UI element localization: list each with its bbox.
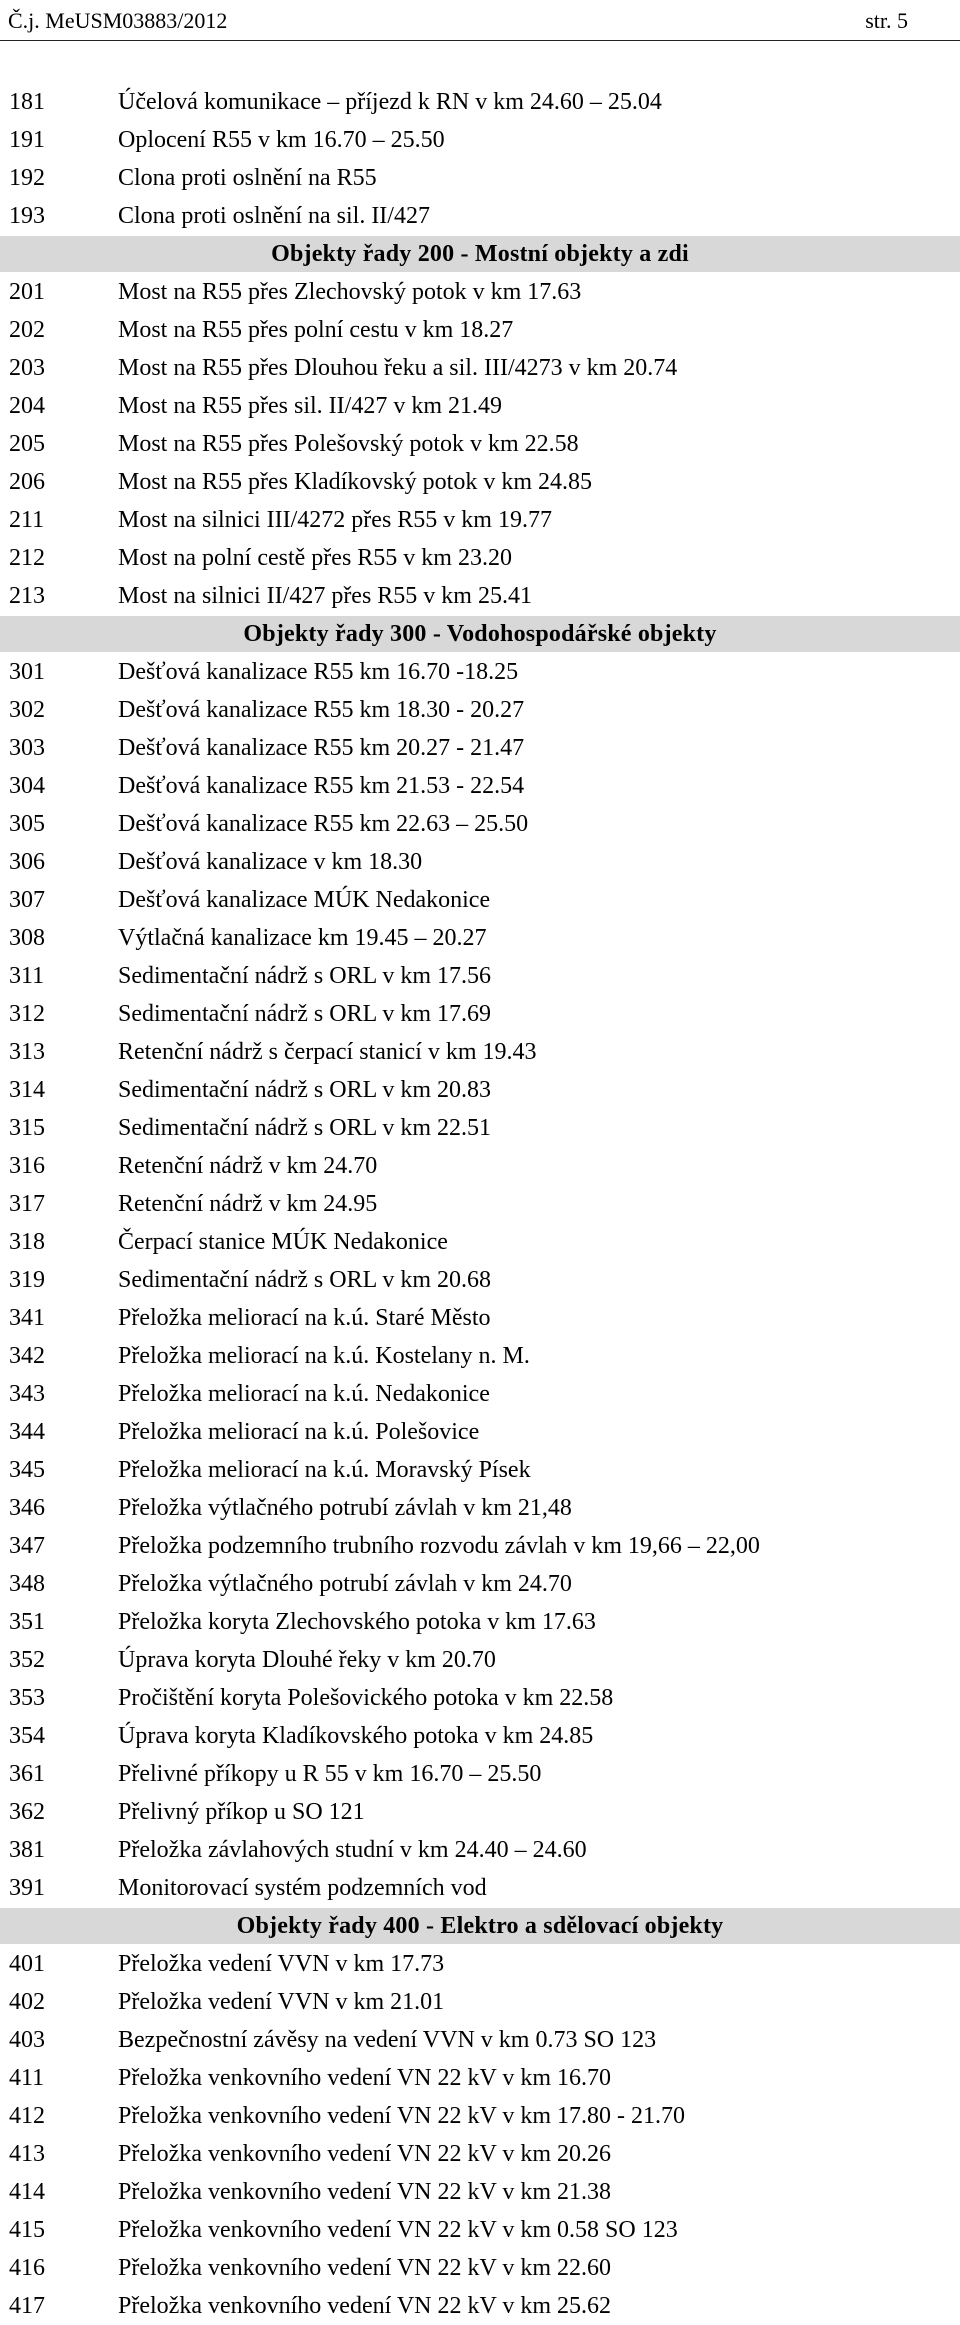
object-code: 351	[9, 1609, 45, 1635]
list-item	[0, 881, 960, 919]
object-name: Úprava koryta Dlouhé řeky v km 20.70	[118, 1647, 496, 1673]
list-item	[0, 1185, 960, 1223]
object-name: Dešťová kanalizace v km 18.30	[118, 849, 423, 875]
list-item	[0, 1641, 960, 1679]
object-code: 362	[9, 1799, 45, 1825]
object-name: Účelová komunikace – příjezd k RN v km 24.60 – 25.04	[118, 89, 662, 115]
list-item	[0, 1261, 960, 1299]
list-item	[0, 311, 960, 349]
object-code: 361	[9, 1761, 45, 1787]
page-header	[8, 2, 952, 40]
object-name: Přeložka venkovního vedení VN 22 kV v km 16.70	[118, 2065, 612, 2091]
object-name: Přeložka venkovního vedení VN 22 kV v km 22.60	[118, 2255, 612, 2281]
list-item	[0, 2173, 960, 2211]
object-name: Retenční nádrž v km 24.70	[118, 1153, 378, 1179]
list-item	[0, 1071, 960, 1109]
object-code: 381	[9, 1837, 45, 1863]
object-name: Přeložka venkovního vedení VN 22 kV v km 20.26	[118, 2141, 612, 2167]
object-code: 203	[9, 355, 45, 381]
document-reference: Č.j. MeUSM03883/2012	[8, 8, 228, 33]
object-name: Přeložka výtlačného potrubí závlah v km 24.70	[118, 1571, 572, 1597]
object-name: Most na silnici II/427 přes R55 v km 25.41	[118, 583, 532, 609]
list-item	[0, 843, 960, 881]
list-item	[0, 1147, 960, 1185]
object-name: Sedimentační nádrž s ORL v km 20.83	[118, 1077, 492, 1103]
list-item	[0, 691, 960, 729]
object-code: 317	[9, 1191, 45, 1217]
list-item	[0, 1527, 960, 1565]
object-name: Dešťová kanalizace R55 km 21.53 - 22.54	[118, 773, 525, 799]
object-name: Přeložka meliorací na k.ú. Nedakonice	[118, 1381, 490, 1407]
list-item	[0, 121, 960, 159]
object-name: Přeložka podzemního trubního rozvodu závlah v km 19,66 – 22,00	[118, 1533, 760, 1559]
object-name: Most na silnici III/4272 přes R55 v km 19.77	[118, 507, 552, 533]
object-name: Přeložka meliorací na k.ú. Moravský Písek	[118, 1457, 531, 1483]
list-item	[0, 1109, 960, 1147]
object-code: 202	[9, 317, 45, 343]
object-code: 211	[9, 507, 45, 533]
object-name: Přelivné příkopy u R 55 v km 16.70 – 25.50	[118, 1761, 542, 1787]
list-item	[0, 387, 960, 425]
object-code: 308	[9, 925, 45, 951]
object-code: 345	[9, 1457, 45, 1483]
object-code: 342	[9, 1343, 45, 1369]
object-code: 213	[9, 583, 45, 609]
object-name: Clona proti oslnění na sil. II/427	[118, 203, 430, 229]
object-name: Bezpečnostní závěsy na vedení VVN v km 0.73 SO 123	[118, 2027, 657, 2053]
object-name: Monitorovací systém podzemních vod	[118, 1875, 487, 1901]
object-name: Přeložka meliorací na k.ú. Kostelany n. M.	[118, 1343, 530, 1369]
object-name: Most na R55 přes Kladíkovský potok v km 24.85	[118, 469, 592, 495]
section-heading: Objekty řady 400 - Elektro a sdělovací objekty	[0, 1908, 960, 1944]
object-code: 204	[9, 393, 45, 419]
list-item	[0, 1831, 960, 1869]
object-code: 212	[9, 545, 45, 571]
object-code: 319	[9, 1267, 45, 1293]
object-name: Výtlačná kanalizace km 19.45 – 20.27	[118, 925, 487, 951]
object-code: 201	[9, 279, 45, 305]
object-name: Most na R55 přes Dlouhou řeku a sil. III/4273 v km 20.74	[118, 355, 678, 381]
list-item	[0, 1223, 960, 1261]
object-code: 316	[9, 1153, 45, 1179]
page-number: str. 5	[865, 8, 908, 33]
object-code: 415	[9, 2217, 45, 2243]
list-item	[0, 197, 960, 235]
object-name: Přeložka vedení VVN v km 17.73	[118, 1951, 445, 1977]
object-code: 414	[9, 2179, 45, 2205]
object-code: 193	[9, 203, 45, 229]
object-code: 302	[9, 697, 45, 723]
object-code: 313	[9, 1039, 45, 1065]
list-item	[0, 1793, 960, 1831]
object-code: 352	[9, 1647, 45, 1673]
list-item	[0, 1337, 960, 1375]
list-item	[0, 1983, 960, 2021]
object-code: 303	[9, 735, 45, 761]
object-code: 301	[9, 659, 45, 685]
object-name: Sedimentační nádrž s ORL v km 20.68	[118, 1267, 492, 1293]
object-code: 343	[9, 1381, 45, 1407]
list-item	[0, 1945, 960, 1983]
list-item	[0, 1565, 960, 1603]
object-name: Přeložka vedení VVN v km 21.01	[118, 1989, 445, 2015]
list-item	[0, 501, 960, 539]
object-code: 402	[9, 1989, 45, 2015]
list-item	[0, 1869, 960, 1907]
list-item	[0, 957, 960, 995]
object-code: 416	[9, 2255, 45, 2281]
list-item	[0, 919, 960, 957]
object-code: 306	[9, 849, 45, 875]
list-item	[0, 805, 960, 843]
object-name: Clona proti oslnění na R55	[118, 165, 377, 191]
list-item	[0, 729, 960, 767]
object-code: 315	[9, 1115, 45, 1141]
object-name: Sedimentační nádrž s ORL v km 22.51	[118, 1115, 492, 1141]
object-code: 192	[9, 165, 45, 191]
list-item	[0, 1603, 960, 1641]
object-name: Most na R55 přes polní cestu v km 18.27	[118, 317, 514, 343]
list-item	[0, 273, 960, 311]
list-item	[0, 767, 960, 805]
object-code: 341	[9, 1305, 45, 1331]
object-name: Čerpací stanice MÚK Nedakonice	[118, 1229, 448, 1255]
object-name: Dešťová kanalizace MÚK Nedakonice	[118, 887, 491, 913]
object-name: Přeložka závlahových studní v km 24.40 – 24.60	[118, 1837, 587, 1863]
object-name: Pročištění koryta Polešovického potoka v km 22.58	[118, 1685, 614, 1711]
object-code: 181	[9, 89, 45, 115]
object-name: Sedimentační nádrž s ORL v km 17.56	[118, 963, 492, 989]
object-name: Dešťová kanalizace R55 km 20.27 - 21.47	[118, 735, 525, 761]
header-divider	[0, 40, 960, 41]
list-item	[0, 2059, 960, 2097]
object-code: 347	[9, 1533, 45, 1559]
list-item	[0, 2249, 960, 2287]
list-item	[0, 1033, 960, 1071]
object-name: Přeložka výtlačného potrubí závlah v km 21,48	[118, 1495, 572, 1521]
section-heading: Objekty řady 200 - Mostní objekty a zdi	[0, 236, 960, 272]
object-code: 412	[9, 2103, 45, 2129]
object-name: Přeložka venkovního vedení VN 22 kV v km 21.38	[118, 2179, 612, 2205]
list-item	[0, 1679, 960, 1717]
object-name: Most na R55 přes Polešovský potok v km 22.58	[118, 431, 579, 457]
object-code: 312	[9, 1001, 45, 1027]
list-item	[0, 425, 960, 463]
list-item	[0, 1755, 960, 1793]
object-name: Přeložka koryta Zlechovského potoka v km 17.63	[118, 1609, 596, 1635]
list-item	[0, 159, 960, 197]
object-name: Přeložka venkovního vedení VN 22 kV v km 25.62	[118, 2293, 612, 2319]
object-code: 311	[9, 963, 45, 989]
object-code: 413	[9, 2141, 45, 2167]
object-code: 318	[9, 1229, 45, 1255]
object-name: Retenční nádrž v km 24.95	[118, 1191, 378, 1217]
object-name: Přeložka venkovního vedení VN 22 kV v km 0.58 SO 123	[118, 2217, 678, 2243]
list-item	[0, 463, 960, 501]
list-item	[0, 2135, 960, 2173]
list-item	[0, 1451, 960, 1489]
object-code: 391	[9, 1875, 45, 1901]
list-item	[0, 1299, 960, 1337]
object-name: Přeložka meliorací na k.ú. Staré Město	[118, 1305, 491, 1331]
list-item	[0, 995, 960, 1033]
object-name: Oplocení R55 v km 16.70 – 25.50	[118, 127, 445, 153]
object-name: Sedimentační nádrž s ORL v km 17.69	[118, 1001, 492, 1027]
list-item	[0, 2097, 960, 2135]
object-code: 354	[9, 1723, 45, 1749]
object-name: Úprava koryta Kladíkovského potoka v km 24.85	[118, 1723, 594, 1749]
list-item	[0, 577, 960, 615]
list-item	[0, 1413, 960, 1451]
object-name: Dešťová kanalizace R55 km 22.63 – 25.50	[118, 811, 529, 837]
object-code: 417	[9, 2293, 45, 2319]
object-code: 411	[9, 2065, 45, 2091]
list-item	[0, 2287, 960, 2325]
object-code: 206	[9, 469, 45, 495]
object-name: Přelivný příkop u SO 121	[118, 1799, 365, 1825]
list-item	[0, 1489, 960, 1527]
object-code: 346	[9, 1495, 45, 1521]
object-code: 305	[9, 811, 45, 837]
list-item	[0, 1717, 960, 1755]
object-name: Retenční nádrž s čerpací stanicí v km 19.43	[118, 1039, 537, 1065]
object-name: Dešťová kanalizace R55 km 18.30 - 20.27	[118, 697, 525, 723]
list-item	[0, 653, 960, 691]
object-name: Přeložka meliorací na k.ú. Polešovice	[118, 1419, 480, 1445]
section-heading: Objekty řady 300 - Vodohospodářské objekty	[0, 616, 960, 652]
object-code: 304	[9, 773, 45, 799]
list-item	[0, 2021, 960, 2059]
list-item	[0, 349, 960, 387]
object-code: 314	[9, 1077, 45, 1103]
object-code: 353	[9, 1685, 45, 1711]
object-code: 307	[9, 887, 45, 913]
object-name: Most na polní cestě přes R55 v km 23.20	[118, 545, 512, 571]
object-code: 348	[9, 1571, 45, 1597]
object-code: 191	[9, 127, 45, 153]
object-code: 401	[9, 1951, 45, 1977]
object-name: Most na R55 přes Zlechovský potok v km 17.63	[118, 279, 582, 305]
object-name: Dešťová kanalizace R55 km 16.70 -18.25	[118, 659, 519, 685]
object-code: 344	[9, 1419, 45, 1445]
object-code: 205	[9, 431, 45, 457]
object-name: Most na R55 přes sil. II/427 v km 21.49	[118, 393, 502, 419]
list-item	[0, 2211, 960, 2249]
list-item	[0, 83, 960, 121]
list-item	[0, 1375, 960, 1413]
object-list	[0, 83, 960, 2325]
list-item	[0, 539, 960, 577]
object-code: 403	[9, 2027, 45, 2053]
object-name: Přeložka venkovního vedení VN 22 kV v km 17.80 - 21.70	[118, 2103, 686, 2129]
